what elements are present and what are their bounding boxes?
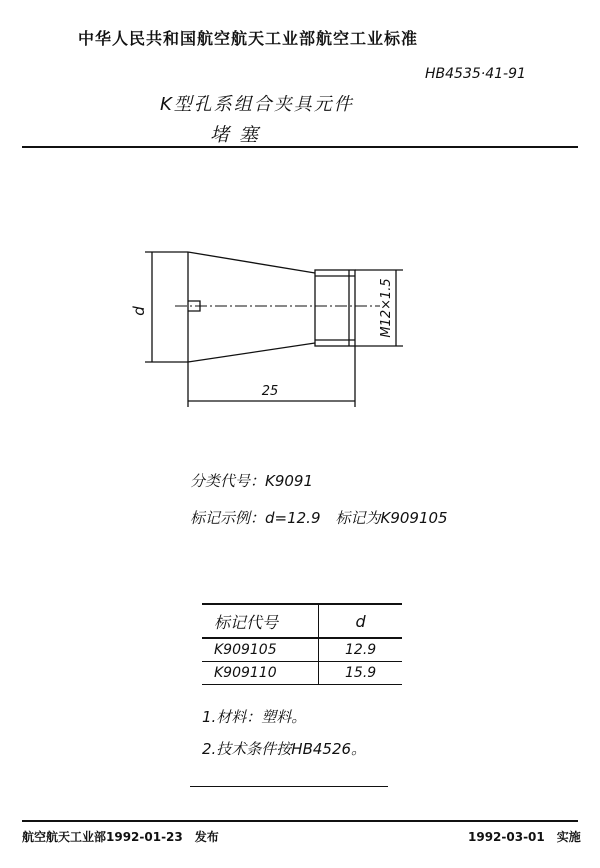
cell-d: 12.9 xyxy=(319,638,402,662)
dim-thread-label: M12×1.5 xyxy=(379,278,394,338)
spec-table xyxy=(202,603,402,685)
body-bottom-taper xyxy=(188,343,315,362)
header-rule xyxy=(22,146,578,148)
category-code: 分类代号：K9091 xyxy=(190,472,314,490)
implemented-date: 1992-03-01 实施 xyxy=(468,830,581,844)
part-drawing xyxy=(120,235,420,415)
requirement-material: 1.材料：塑料。 xyxy=(202,708,307,726)
footer-rule xyxy=(22,820,578,822)
requirements-end-rule xyxy=(190,786,388,787)
header-d: d xyxy=(319,604,402,638)
table-header-row xyxy=(202,604,402,638)
document-subtitle: 堵塞 xyxy=(210,124,269,146)
table-row xyxy=(202,662,402,685)
body-top-taper xyxy=(188,252,315,273)
cell-d: 15.9 xyxy=(319,662,402,685)
issued-date: 航空航天工业部1992-01-23 发布 xyxy=(22,830,219,844)
standard-number: HB4535·41-91 xyxy=(425,66,526,82)
dim-d-label: d xyxy=(130,306,148,316)
cell-mark-code: K909110 xyxy=(202,662,319,685)
table-row xyxy=(202,638,402,662)
header-mark-code: 标记代号 xyxy=(202,604,319,638)
requirement-technical: 2.技术条件按HB4526。 xyxy=(202,740,367,758)
cell-mark-code: K909105 xyxy=(202,638,319,662)
document-title: K型孔系组合夹具元件 xyxy=(160,94,354,115)
dim-length-label: 25 xyxy=(261,384,279,399)
marking-example: 标记示例：d=12.9 标记为K909105 xyxy=(190,509,448,527)
organization-title: 中华人民共和国航空航天工业部航空工业标准 xyxy=(78,29,419,48)
